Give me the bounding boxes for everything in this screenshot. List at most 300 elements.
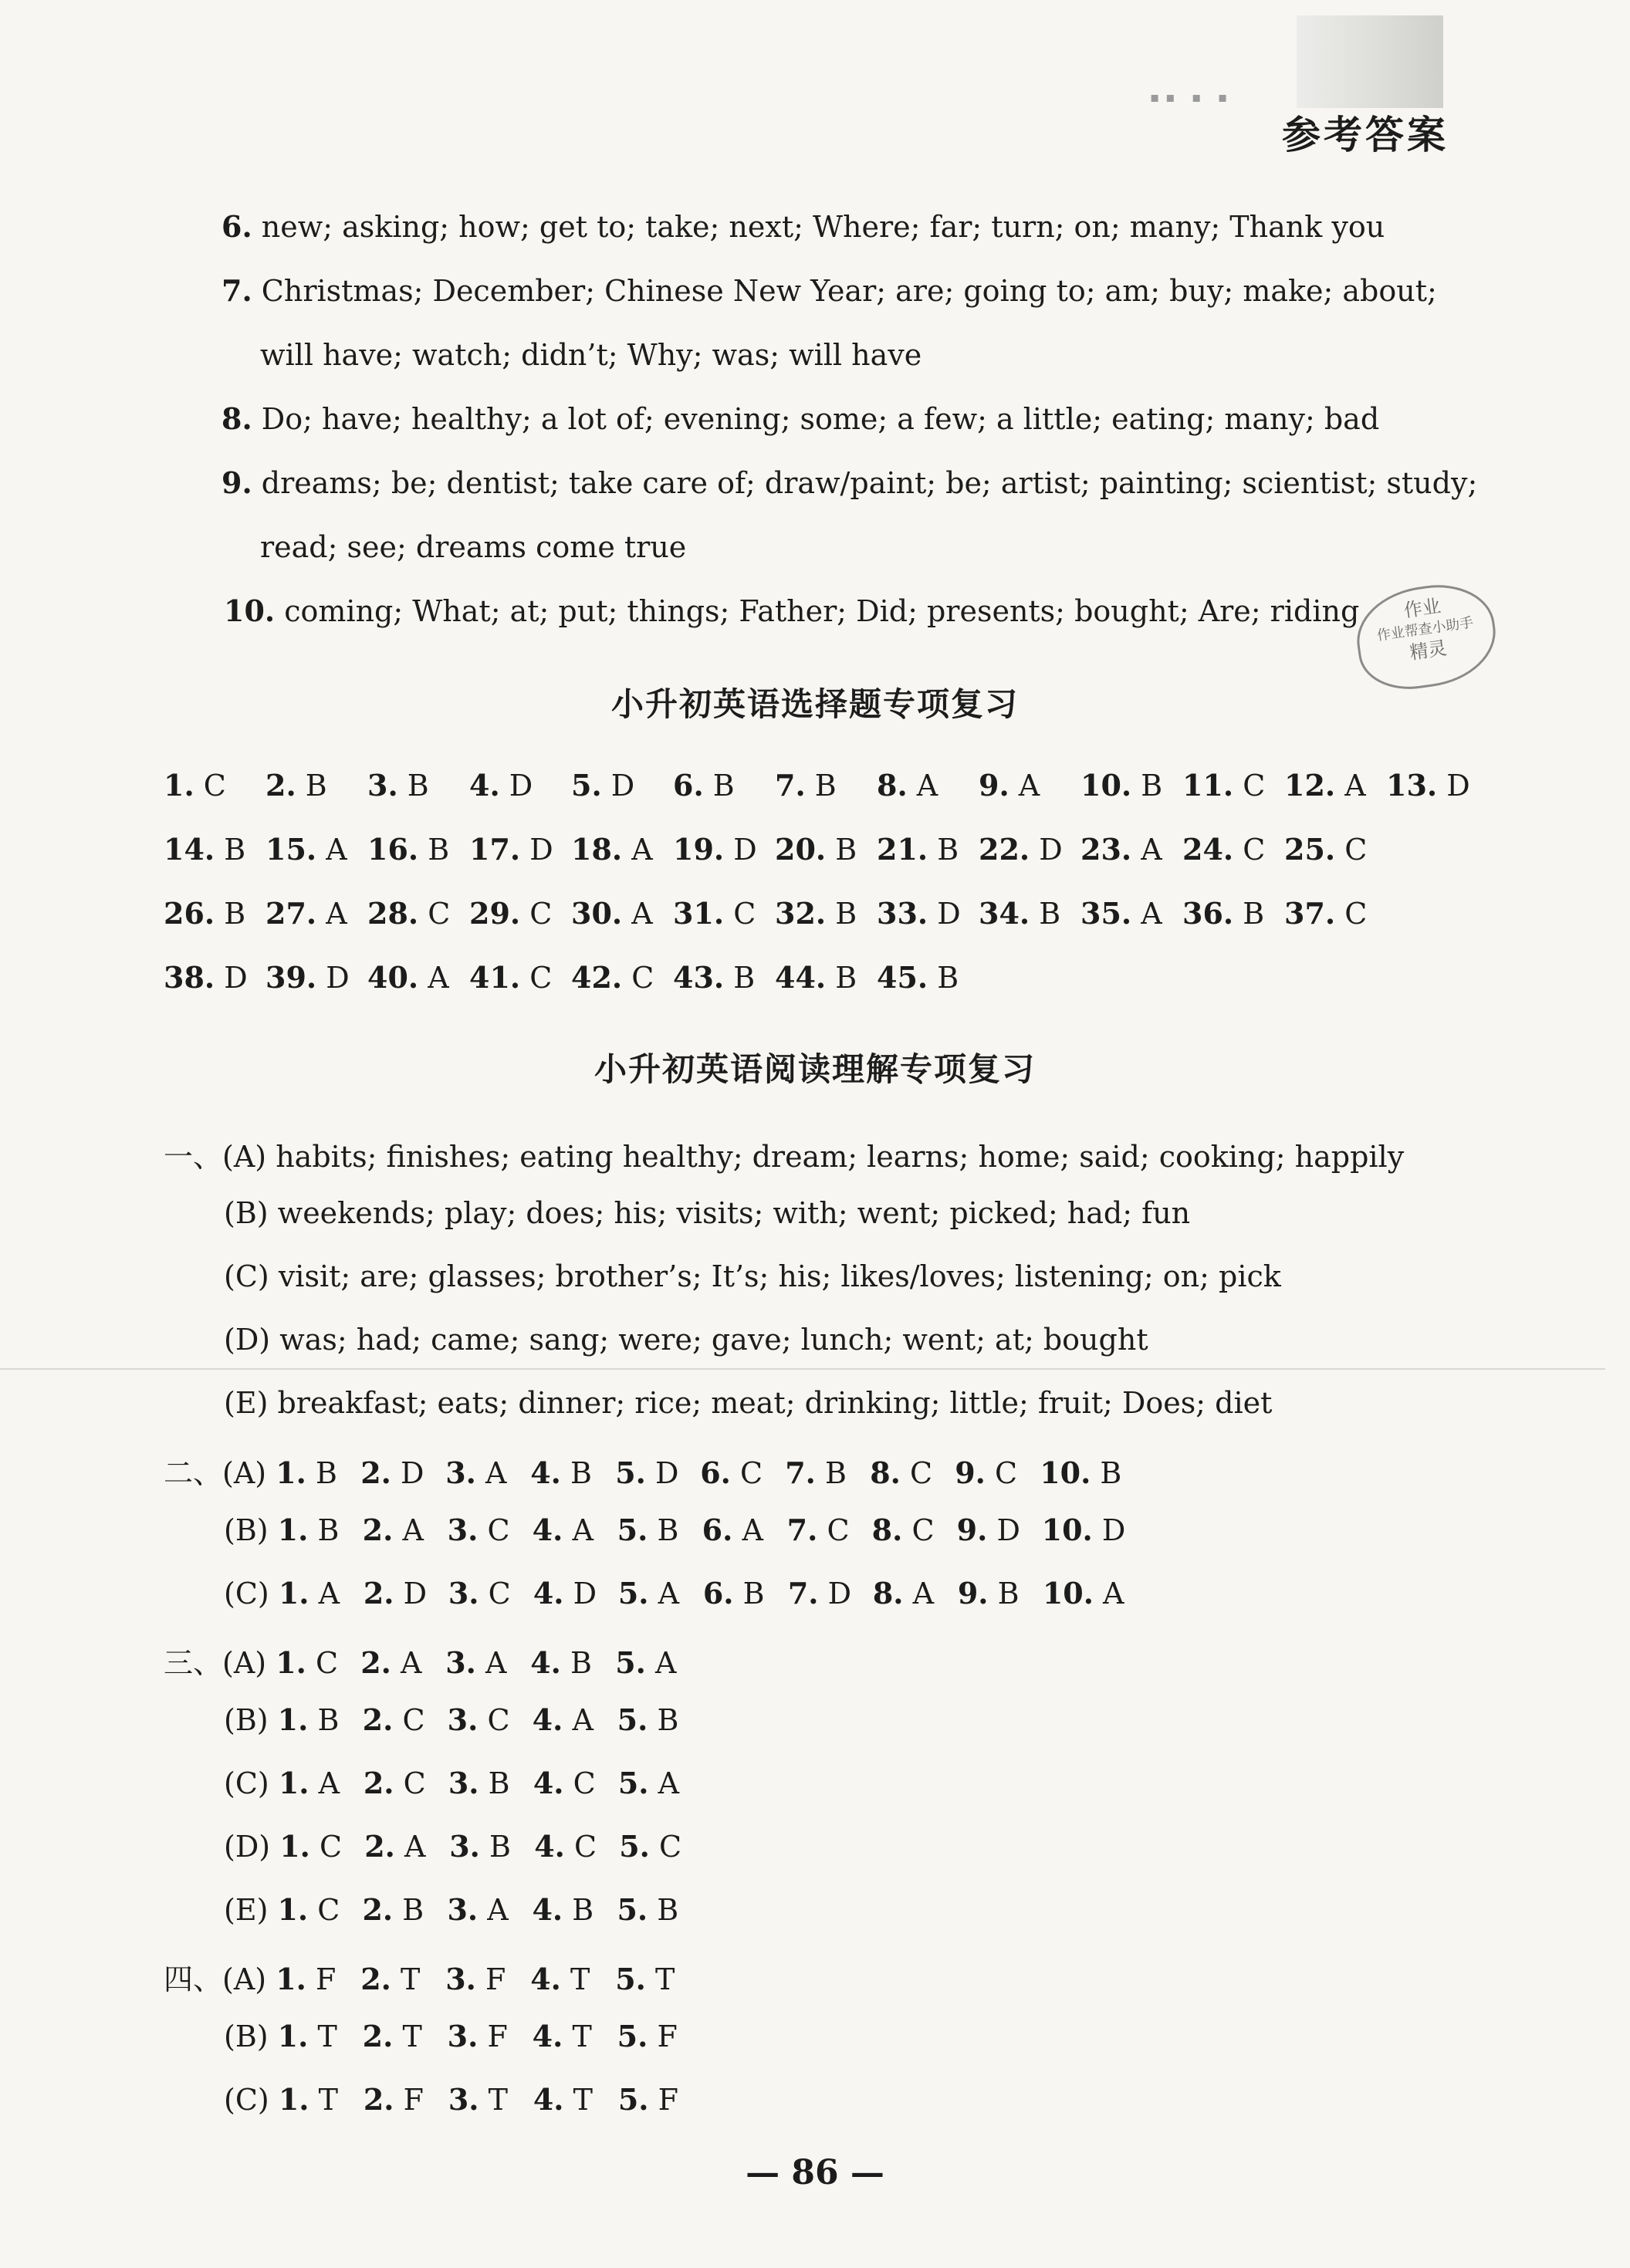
reading-row [224, 1576, 1128, 1611]
reading-item [788, 1576, 873, 1611]
item-answer: A [654, 1646, 677, 1680]
reading-row [164, 1639, 700, 1682]
item-number: 7. [787, 1576, 819, 1611]
item-number: 3. [447, 1892, 479, 1927]
reading-label: (E) [224, 1386, 269, 1420]
choice-answer: B [835, 897, 857, 931]
answer-line [222, 465, 1478, 500]
item-answer: D [827, 1577, 852, 1611]
reading-item [617, 1513, 702, 1547]
reading-item [362, 1892, 447, 1927]
item-answer: A [912, 1577, 935, 1611]
item-answer: C [402, 1703, 425, 1737]
item-number: 9. [957, 1576, 989, 1611]
item-answer: C [739, 1456, 763, 1490]
choice-answer: C [1344, 897, 1368, 931]
reading-item [872, 1513, 957, 1547]
reading-item [618, 2082, 703, 2117]
reading-label: (C) [224, 2083, 269, 2117]
choice-answer: A [631, 897, 653, 931]
choice-item [571, 960, 673, 995]
reading-item [279, 1576, 364, 1611]
reading-row [164, 1955, 700, 1998]
reading-item [364, 1829, 449, 1864]
item-number: 5. [615, 1962, 646, 1996]
choice-number: 35. [1080, 896, 1132, 931]
item-answer: D [996, 1513, 1020, 1547]
choice-item [265, 960, 367, 995]
choice-item [469, 896, 571, 931]
item-answer: B [315, 1456, 337, 1490]
choice-item [775, 896, 877, 931]
item-number: 4. [530, 1962, 561, 1996]
choice-answer: B [1141, 769, 1163, 803]
item-answer: A [487, 1893, 509, 1927]
item-number: 4. [532, 2019, 563, 2053]
choice-number: 2. [265, 768, 296, 803]
choice-item [164, 896, 265, 931]
item-answer: C [319, 1830, 343, 1864]
reading-item [447, 1892, 532, 1927]
choice-item [979, 768, 1080, 803]
item-number: 2. [362, 2019, 394, 2053]
choice-answer: D [509, 769, 533, 803]
choice-item [673, 896, 775, 931]
item-answer: D [403, 1577, 428, 1611]
answer-text: new; asking; how; get to; take; next; Where; far; turn; on; many; Thank you [261, 210, 1385, 244]
reading-item [278, 1702, 363, 1737]
reading-item [448, 1576, 533, 1611]
item-answer: B [1100, 1456, 1122, 1490]
item-number: 10. [1042, 1576, 1094, 1611]
item-answer: T [400, 1962, 421, 1996]
item-number: 5. [617, 2019, 648, 2053]
choice-item [877, 768, 979, 803]
item-answer: T [488, 2083, 508, 2117]
choice-row [164, 832, 1386, 867]
reading-label: (B) [224, 1513, 269, 1547]
choice-number: 40. [367, 960, 419, 995]
reading-item [360, 1962, 445, 1996]
item-number: 2. [364, 1829, 395, 1864]
answer-line [222, 401, 1380, 436]
reading-item [279, 1766, 364, 1800]
reading-item [363, 2019, 448, 2053]
choice-item [265, 768, 367, 803]
item-number: 2. [360, 1645, 391, 1680]
item-number: 1. [276, 1962, 306, 1996]
choice-number: 8. [877, 768, 908, 803]
item-number: 8. [872, 1576, 904, 1611]
choice-item [1080, 832, 1182, 867]
choice-item [367, 896, 469, 931]
reading-row [224, 1196, 1190, 1230]
choice-item [877, 832, 979, 867]
choice-item [469, 768, 571, 803]
item-number: 3. [447, 1513, 479, 1547]
answer-number: 8. [222, 401, 252, 436]
reading-label: (C) [224, 1259, 269, 1293]
item-answer: B [657, 1893, 679, 1927]
item-answer: B [657, 1513, 679, 1547]
item-answer: D [654, 1456, 679, 1490]
item-number: 9. [956, 1513, 988, 1547]
choice-answer: C [529, 961, 553, 995]
choice-item [673, 768, 775, 803]
item-number: 3. [448, 2082, 479, 2117]
choice-item [367, 832, 469, 867]
choice-answer: A [1018, 769, 1040, 803]
item-number: 5. [617, 2082, 649, 2117]
item-answer: B [742, 1577, 765, 1611]
item-answer: A [485, 1456, 507, 1490]
answer-line [222, 209, 1385, 244]
choice-answer: B [224, 897, 246, 931]
section-title-reading: 小升初英语阅读理解专项复习 [593, 1050, 1036, 1088]
reading-label: 三、(A) [164, 1646, 267, 1680]
reading-item [958, 1576, 1043, 1611]
reading-label: (B) [224, 1703, 269, 1737]
reading-item [787, 1513, 872, 1547]
choice-number: 23. [1080, 832, 1132, 867]
choice-answer: C [1243, 769, 1266, 803]
choice-item [775, 768, 877, 803]
answer-line [224, 593, 1360, 628]
choice-number: 5. [571, 768, 602, 803]
item-number: 4. [533, 1766, 564, 1800]
item-answer: C [573, 1766, 596, 1800]
choice-answer: B [937, 961, 959, 995]
item-answer: B [570, 1646, 592, 1680]
choice-number: 16. [367, 832, 419, 867]
choice-number: 13. [1386, 768, 1438, 803]
reading-item [615, 1962, 700, 1996]
choice-row [164, 960, 979, 995]
choice-item [571, 832, 673, 867]
choice-number: 30. [571, 896, 623, 931]
reading-item [870, 1455, 955, 1490]
item-answer: A [318, 1577, 340, 1611]
item-answer: A [400, 1646, 422, 1680]
answer-text: dreams; be; dentist; take care of; draw/paint; be; artist; painting; scientist; study; [261, 466, 1478, 500]
item-number: 4. [532, 1513, 563, 1547]
choice-item [1386, 768, 1488, 803]
item-answer: T [654, 1962, 675, 1996]
item-answer: C [487, 1513, 510, 1547]
reading-item [276, 1645, 360, 1680]
choice-number: 42. [571, 960, 623, 995]
choice-item [775, 960, 877, 995]
reading-item [278, 2019, 363, 2053]
reading-item [448, 2019, 533, 2053]
item-answer: T [570, 1962, 590, 1996]
choice-number: 36. [1182, 896, 1234, 931]
choice-number: 41. [469, 960, 521, 995]
item-answer: A [485, 1646, 507, 1680]
item-number: 2. [362, 1892, 394, 1927]
reading-item [448, 1702, 533, 1737]
choice-item [265, 896, 367, 931]
choice-number: 4. [469, 768, 500, 803]
item-number: 1. [279, 1829, 310, 1864]
reading-item [615, 1645, 700, 1680]
choice-answer: D [610, 769, 635, 803]
reading-item [279, 2082, 364, 2117]
item-number: 4. [532, 1892, 563, 1927]
reading-item [533, 1702, 617, 1737]
reading-item [277, 1892, 362, 1927]
reading-row [224, 1892, 702, 1927]
reading-label: (D) [224, 1323, 271, 1357]
reading-item [534, 1829, 619, 1864]
item-number: 1. [277, 1513, 309, 1547]
reading-item [785, 1455, 870, 1490]
reading-item [703, 1576, 788, 1611]
reading-label: (B) [224, 2020, 269, 2053]
choice-answer: B [733, 961, 756, 995]
reading-item [445, 1455, 530, 1490]
item-answer: A [742, 1513, 763, 1547]
reading-row [224, 1513, 1127, 1547]
item-number: 1. [277, 1892, 309, 1927]
item-number: 2. [363, 1766, 394, 1800]
choice-answer: B [814, 769, 837, 803]
item-answer: C [994, 1456, 1018, 1490]
item-answer: A [402, 1513, 424, 1547]
choice-answer: A [326, 833, 347, 867]
reading-item [364, 1576, 448, 1611]
choice-answer: D [529, 833, 553, 867]
item-number: 5. [617, 1513, 648, 1547]
reading-item [360, 1645, 445, 1680]
choice-answer: B [224, 833, 246, 867]
choice-answer: D [733, 833, 757, 867]
item-number: 3. [447, 1702, 479, 1737]
item-answer: B [570, 1456, 592, 1490]
choice-answer: D [326, 961, 350, 995]
choice-answer: A [1141, 897, 1162, 931]
item-number: 1. [278, 1576, 309, 1611]
item-number: 8. [870, 1455, 901, 1490]
choice-number: 45. [877, 960, 928, 995]
item-number: 10. [1040, 1455, 1091, 1490]
choice-answer: C [428, 897, 451, 931]
item-answer: A [572, 1703, 593, 1737]
item-answer: C [573, 1830, 597, 1864]
choice-number: 37. [1284, 896, 1336, 931]
item-answer: C [317, 1893, 340, 1927]
choice-item [1080, 768, 1182, 803]
reading-item [276, 1455, 360, 1490]
item-answer: F [315, 1962, 336, 1996]
reading-item [955, 1455, 1040, 1490]
reading-item [360, 1455, 445, 1490]
answer-number: 6. [222, 209, 252, 244]
reading-label: (D) [224, 1830, 271, 1864]
choice-answer: C [1243, 833, 1266, 867]
item-number: 7. [785, 1455, 816, 1490]
reading-item [530, 1455, 615, 1490]
section-title-choice: 小升初英语选择题专项复习 [610, 685, 1019, 723]
choice-answer: C [631, 961, 654, 995]
item-number: 1. [277, 1702, 309, 1737]
stamp-line: 作业 [1402, 595, 1442, 622]
choice-number: 17. [469, 832, 521, 867]
reading-row [224, 1829, 704, 1864]
answer-text: Do; have; healthy; a lot of; evening; some; a few; a little; eating; many; bad [261, 402, 1380, 436]
item-answer: D [1101, 1513, 1126, 1547]
reading-item [1043, 1576, 1128, 1611]
choice-item [571, 768, 673, 803]
reading-row [224, 1702, 702, 1737]
item-answer: C [658, 1830, 682, 1864]
choice-item [1182, 832, 1284, 867]
choice-item [877, 896, 979, 931]
item-answer: F [657, 2020, 678, 2053]
choice-item [979, 896, 1080, 931]
choice-number: 21. [877, 832, 928, 867]
item-answer: C [487, 1703, 510, 1737]
choice-answer: B [835, 833, 857, 867]
reading-label: 四、(A) [164, 1962, 267, 1996]
choice-item [877, 960, 979, 995]
item-answer: C [488, 1577, 511, 1611]
item-number: 1. [278, 2082, 309, 2117]
choice-number: 18. [571, 832, 623, 867]
item-answer: A [1103, 1577, 1124, 1611]
item-answer: F [485, 1962, 506, 1996]
choice-number: 20. [775, 832, 827, 867]
reading-item [702, 1513, 787, 1547]
choice-number: 25. [1284, 832, 1336, 867]
watermark-stamp [1351, 577, 1502, 696]
choice-row [164, 768, 1488, 803]
item-number: 2. [360, 1962, 391, 1996]
reading-item [957, 1513, 1042, 1547]
reading-item [533, 2019, 617, 2053]
item-number: 10. [1041, 1513, 1093, 1547]
item-answer: F [403, 2083, 424, 2117]
reading-row [164, 1133, 1404, 1175]
item-number: 5. [615, 1455, 646, 1490]
choice-answer: B [1243, 897, 1265, 931]
item-number: 2. [360, 1455, 391, 1490]
choice-number: 19. [673, 832, 725, 867]
choice-answer: C [203, 769, 226, 803]
item-answer: F [487, 2020, 508, 2053]
choice-answer: C [1344, 833, 1368, 867]
choice-number: 7. [775, 768, 806, 803]
reading-item [364, 1766, 448, 1800]
choice-item [367, 960, 469, 995]
reading-row [224, 1259, 1281, 1293]
reading-item [363, 1702, 448, 1737]
choice-item [1182, 896, 1284, 931]
choice-number: 32. [775, 896, 827, 931]
choice-number: 38. [164, 960, 215, 995]
reading-item [618, 1766, 703, 1800]
choice-number: 24. [1182, 832, 1234, 867]
item-number: 7. [786, 1513, 818, 1547]
answer-line [222, 273, 1437, 308]
choice-answer: D [1039, 833, 1063, 867]
item-number: 2. [363, 1576, 394, 1611]
answer-line [260, 340, 922, 370]
item-answer: C [911, 1513, 935, 1547]
item-number: 4. [534, 1829, 565, 1864]
item-number: 5. [617, 1766, 649, 1800]
item-number: 1. [276, 1455, 306, 1490]
item-answer: A [658, 1766, 680, 1800]
reading-label: (B) [224, 1196, 269, 1230]
item-answer: D [400, 1456, 424, 1490]
choice-item [1284, 832, 1386, 867]
choice-answer: C [733, 897, 756, 931]
reading-item [448, 1766, 533, 1800]
choice-number: 10. [1080, 768, 1132, 803]
item-answer: C [315, 1646, 339, 1680]
reading-item [532, 1892, 617, 1927]
choice-number: 28. [367, 896, 419, 931]
answer-text: read; see; dreams come true [260, 530, 687, 564]
item-number: 1. [278, 1766, 309, 1800]
reading-item [363, 1513, 448, 1547]
choice-item [265, 832, 367, 867]
item-number: 4. [530, 1645, 561, 1680]
reading-item [617, 1702, 702, 1737]
choice-answer: B [1039, 897, 1061, 931]
reading-item [617, 2019, 702, 2053]
reading-item [700, 1455, 785, 1490]
choice-number: 44. [775, 960, 827, 995]
reading-row [224, 1386, 1272, 1420]
reading-item [530, 1962, 615, 1996]
choice-number: 31. [673, 896, 725, 931]
item-answer: C [403, 1766, 426, 1800]
reading-item [276, 1962, 360, 1996]
choice-answer: A [916, 769, 938, 803]
stamp-line: 作业帮查小助手 [1375, 614, 1475, 644]
header-decoration: ▪▪ ▪ ▪ [1150, 90, 1234, 106]
item-answer: B [824, 1456, 847, 1490]
item-answer: A [404, 1830, 426, 1864]
item-number: 5. [619, 1829, 650, 1864]
choice-number: 39. [265, 960, 317, 995]
item-number: 3. [448, 1576, 479, 1611]
item-number: 8. [871, 1513, 903, 1547]
choice-number: 14. [164, 832, 215, 867]
choice-item [1284, 896, 1386, 931]
answer-line [260, 532, 686, 562]
item-answer: C [909, 1456, 933, 1490]
item-answer: T [317, 2020, 337, 2053]
reading-item [279, 1829, 364, 1864]
reading-label: (C) [224, 1577, 269, 1611]
choice-answer: B [712, 769, 735, 803]
choice-number: 34. [979, 896, 1030, 931]
choice-answer: B [937, 833, 959, 867]
reading-item [618, 1576, 703, 1611]
choice-number: 43. [673, 960, 725, 995]
choice-number: 6. [673, 768, 704, 803]
item-number: 2. [362, 1513, 394, 1547]
reading-row [224, 2082, 703, 2117]
reading-row [224, 2019, 702, 2053]
choice-item [367, 768, 469, 803]
answer-text: coming; What; at; put; things; Father; Did; presents; bought; Are; riding [284, 594, 1360, 628]
answer-text: Christmas; December; Chinese New Year; are; going to; am; buy; make; about; [261, 274, 1437, 308]
choice-item [164, 832, 265, 867]
